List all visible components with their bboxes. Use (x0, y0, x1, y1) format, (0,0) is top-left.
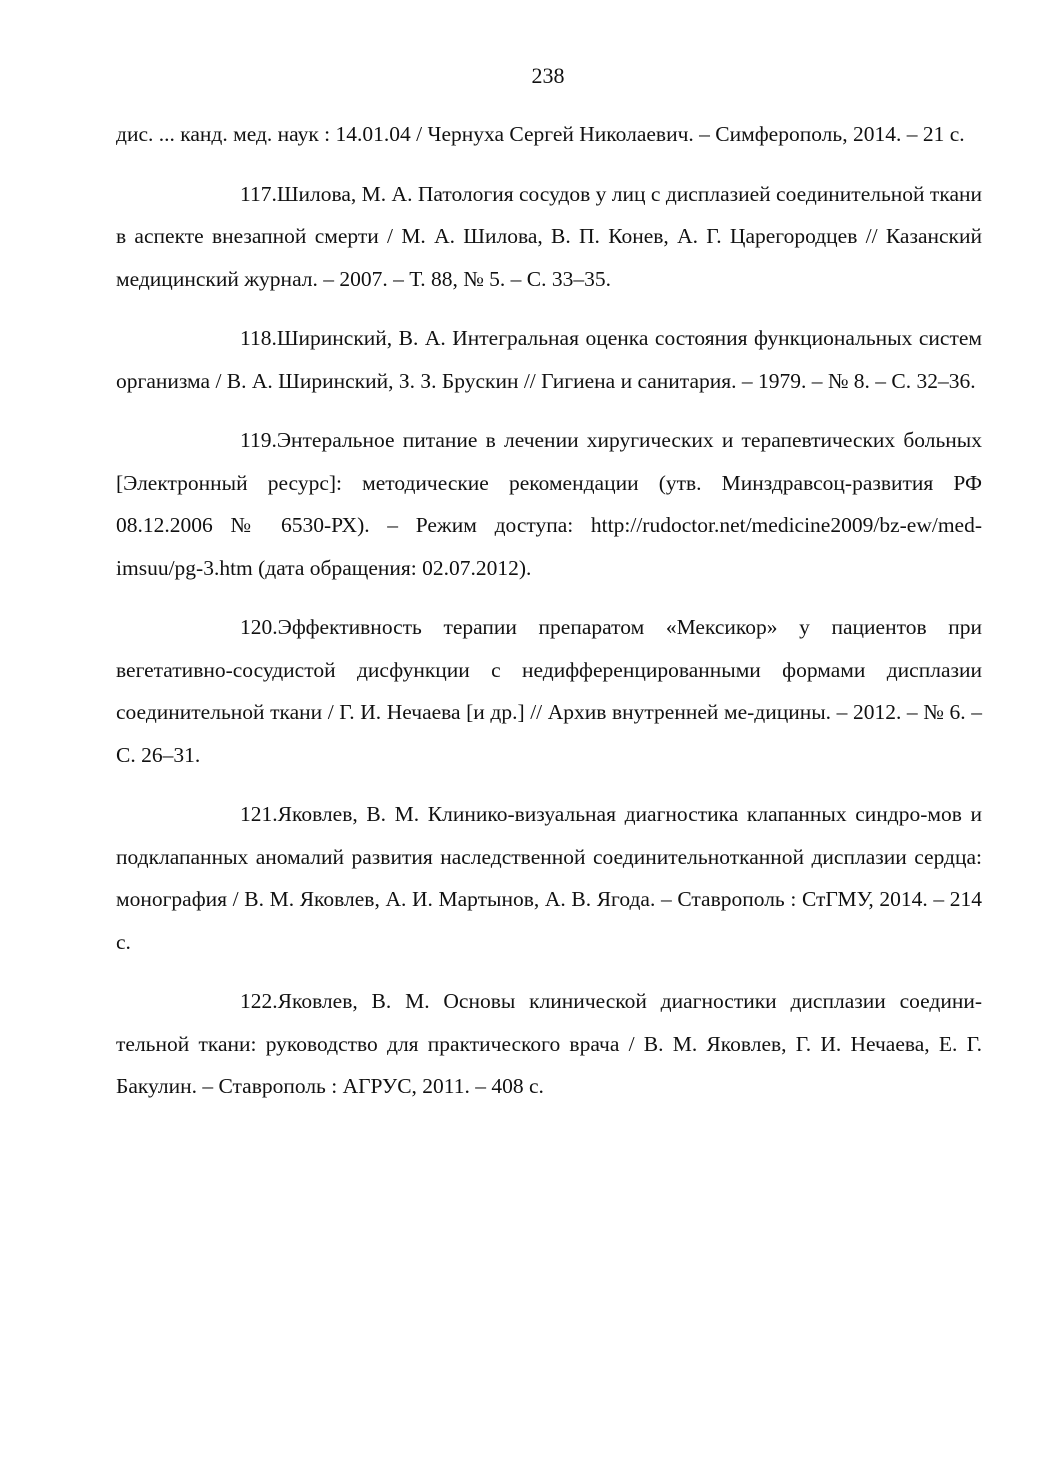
reference-number: 121. (240, 802, 278, 826)
reference-120 (116, 606, 982, 776)
reference-119 (116, 419, 982, 589)
reference-number: 118. (240, 326, 277, 350)
reference-continuation (116, 113, 982, 156)
reference-number: 119. (240, 428, 277, 452)
reference-number: 117. (240, 181, 277, 206)
reference-118 (116, 317, 982, 402)
reference-number: 122. (240, 989, 278, 1013)
reference-text: Яковлев, В. М. Клинико-визуальная диагностика клапанных синдро-мов и подклапанных аномалий развития наследственной соединительнотканной дисплазии сердца: монография / В. М. Яковлев, А. И. Мартынов, А. В. Ягода. – Ставрополь : СтГМУ, 2014. – 214 с. (116, 802, 982, 954)
reference-text: Яковлев, В. М. Основы клинической диагностики дисплазии соедини-тельной ткани: руководство для практического врача / В. М. Яковлев, Г. И. Нечаева, Е. Г. Бакулин. – Ставрополь : АГРУС, 2011. – 408 с. (116, 989, 982, 1098)
reference-122 (116, 980, 982, 1108)
reference-117 (116, 173, 982, 301)
reference-121 (116, 793, 982, 963)
reference-text: Шилова, М. А. Патология сосудов у лиц с дисплазией соединительной ткани в аспекте внезапной смерти / М. А. Шилова, В. П. Конев, А. Г. Царегородцев // Казанский медицинский журнал. – 2007. – Т. 88, № 5. – С. 33–35. (116, 181, 982, 291)
reference-text: дис. ... канд. мед. наук : 14.01.04 / Чернуха Сергей Николаевич. – Симферополь, 2014. – 21 с. (116, 122, 965, 146)
page-number: 238 (531, 63, 565, 88)
reference-number: 120. (240, 615, 278, 639)
reference-text: Энтеральное питание в лечении хиругических и терапевтических больных [Электронный ресурс]: методические рекомендации (утв. Минздравсоц-развития РФ 08.12.2006 № 6530-РХ). – Режим доступа: http://rudoctor.net/medicine2009/bz-ew/med-imsuu/pg-3.htm (дата обращения: 02.07.2012). (116, 428, 982, 580)
reference-text: Эффективность терапии препаратом «Мексикор» у пациентов при вегетативно-сосудистой дисфункции с недифференцированными формами дисплазии соединительной ткани / Г. И. Нечаева [и др.] // Архив внутренней ме-дицины. – 2012. – № 6. – С. 26–31. (116, 615, 982, 767)
reference-text: Ширинский, В. А. Интегральная оценка состояния функциональных систем организма / В. А. Ширинский, З. З. Брускин // Гигиена и санитария. – 1979. – № 8. – С. 32–36. (116, 326, 982, 393)
reference-list (116, 113, 982, 1108)
